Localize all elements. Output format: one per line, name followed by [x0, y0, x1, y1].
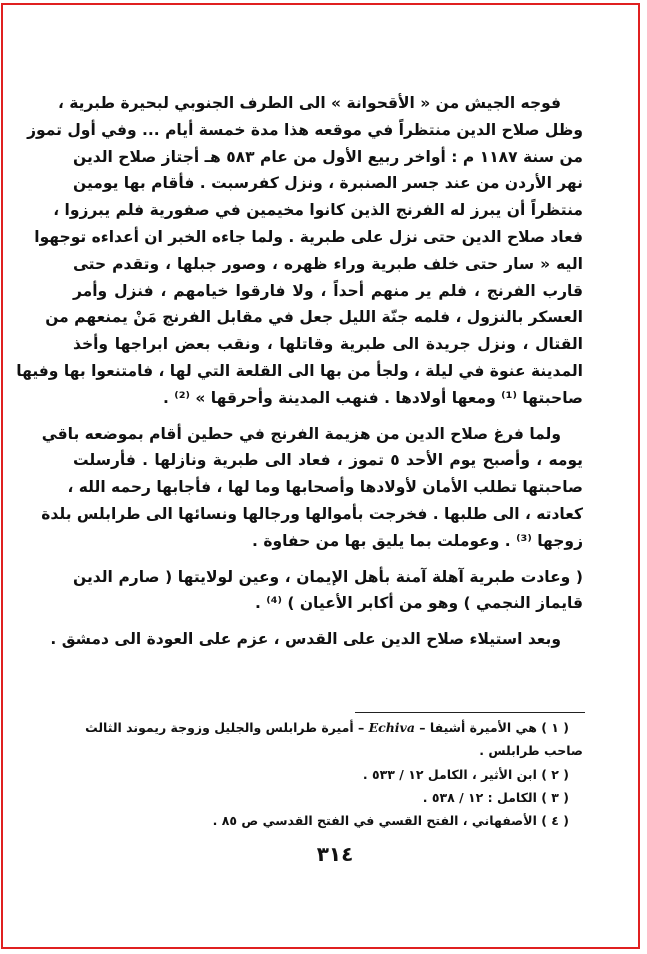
text-line: يومه ، وأصبح يوم الأحد ٥ تموز ، فعاد الى طبرية ونازلها . فأرسلت	[73, 451, 583, 470]
text-line: العسكر بالنزول ، فلمه جنّة الليل جعل في مقابل الفرنج مَنْ يمنعهم من	[45, 308, 583, 327]
text-line: فعاد صلاح الدين حتى نزل على طبرية . ولما جاءه الخبر ان أعداءه توجهوا	[34, 227, 583, 246]
footnote-4: ( ٤ ) الأصفهاني ، الفتح القسي في الفتح القدسي ص ٨٥ .	[212, 813, 569, 829]
text-line: قايماز النجمي ) وهو من أكابر الأعيان ) ⁽⁴⁾ .	[254, 594, 583, 613]
text-line: قارب الفرنج ، فلم ير منهم أحداً ، ولا فارقوا خيامهم ، فنزل وأمر	[73, 281, 583, 300]
text-line: وظل صلاح الدين منتظراً في موقعه هذا مدة خمسة أيام ... وفي أول تموز	[27, 120, 583, 139]
paragraph-3	[73, 564, 583, 618]
text-line: المدينة عنوة في ليلة ، ولجأ من بها الى القلعة التي لها ، فامتنعوا بها وفيها	[16, 361, 583, 380]
footnotes	[73, 716, 583, 832]
paragraph-2	[41, 421, 583, 555]
text-line: ولما فرغ صلاح الدين من هزيمة الفرنج في حطين أقام بموضعه باقي	[41, 424, 561, 443]
paragraph-1	[16, 90, 583, 412]
page-number: ٣١٤	[316, 842, 354, 866]
footnote-divider	[355, 712, 585, 713]
text-line: ( وعادت طبرية آهلة آمنة بأهل الإيمان ، وعين لولايتها ( صارم الدين	[73, 567, 583, 586]
text-line: منتظراً أن يبرز له الفرنج الذين كانوا مخيمين في صفورية فلم يبرزوا ،	[53, 201, 583, 220]
text-line: وبعد استيلاء صلاح الدين على القدس ، عزم على العودة الى دمشق .	[50, 630, 561, 649]
footnote-1-continued: صاحب طرابلس .	[479, 743, 583, 759]
text-line: من سنة ١١٨٧ م : أواخر ربيع الأول من عام ٥٨٣ هـ أجتاز صلاح الدين	[73, 147, 583, 166]
text-line: صاحبتها ⁽¹⁾ ومعها أولادها . فنهب المدينة وأحرقها » ⁽²⁾ .	[162, 388, 583, 407]
text-line: زوجها ⁽³⁾ . وعوملت بما يليق بها من حفاوة .	[252, 531, 583, 550]
footnote-3: ( ٣ ) الكامل : ١٢ / ٥٣٨ .	[422, 789, 569, 805]
footnote-2: ( ٢ ) ابن الأثير ، الكامل ١٢ / ٥٣٣ .	[362, 766, 569, 782]
text-line: كعادته ، الى طلبها . فخرجت بأموالها ورجالها ونسائها الى طرابلس بلدة	[41, 504, 583, 523]
text-line: صاحبتها تطلب الأمان لأولادها وأصحابها وما لها ، فأجابها رحمه الله ،	[67, 478, 583, 497]
footnote-text: – أميرة طرابلس والجليل وزوجة ريموند الثالث	[85, 720, 365, 735]
text-line: القتال ، ونزل جريدة الى طبرية وقاتلها ، ونقب بعض ابراجها وأخذ	[73, 335, 583, 354]
paragraph-4	[50, 626, 583, 653]
footnote-latin-name: Echiva	[368, 720, 415, 735]
footnote-text: ( ١ ) هي الأميرة أشيفا –	[419, 720, 569, 735]
text-line: فوجه الجيش من « الأقحوانة » الى الطرف الجنوبي لبحيرة طبرية ،	[58, 94, 561, 112]
text-line: نهر الأردن من عند جسر الصنبرة ، ونزل كفرسبت . فأقام بها يومين	[73, 174, 583, 193]
body-text	[16, 90, 583, 656]
footnote-1	[73, 716, 583, 739]
text-line: اليه « سار حتى خلف طبرية وراء ظهره ، وصور جبلها ، وتقدم حتى	[73, 254, 583, 273]
